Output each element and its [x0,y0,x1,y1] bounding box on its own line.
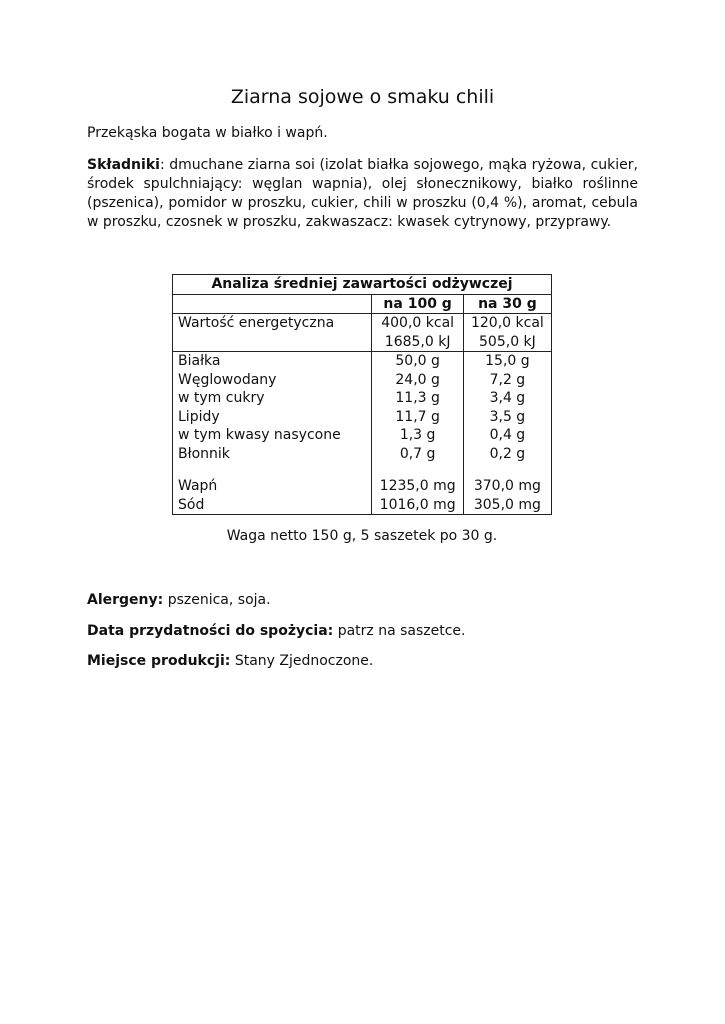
energy-per30 [463,314,551,352]
nutrition-column-header-row [173,294,552,314]
spacer [469,463,546,477]
spacer [178,463,366,477]
nutrient-values-100g [372,352,463,515]
best-before-line [87,622,638,641]
ingredients-text: : dmuchane ziarna soi (izolat białka sojowego, mąka ryżowa, cukier, środek spulchniający: węglan wapnia), olej słonecznikowy, białko roślinne (pszenica), pomidor w proszku, cukier, chili w proszku (0,4 %), aromat, cebula w proszku, czosnek w proszku, zakwaszacz: kwasek cytrynowy, przyprawy. [87,157,638,230]
nutrients-row [173,352,552,515]
energy-row [173,314,552,352]
nutrient-label-sugars: w tym cukry [178,390,265,406]
energy-per100-kcal: 400,0 kcal [381,315,455,331]
allergens-label: Alergeny: [87,592,164,608]
spacer [377,463,457,477]
energy-label: Wartość energetyczna [173,314,372,352]
best-before-value: patrz na saszetce. [333,623,466,639]
fat-per100: 11,7 g [395,408,440,425]
document-title: Ziarna sojowe o smaku chili [230,86,495,108]
nutrient-label-protein: Białka [178,353,221,369]
protein-per100: 50,0 g [395,353,440,369]
nutrient-label-carbs: Węglowodany [178,371,277,388]
fiber-per100: 0,7 g [399,445,436,462]
sodium-per100: 1016,0 mg [379,496,456,513]
origin-value: Stany Zjednoczone. [230,653,374,669]
nutrient-values-30g [463,352,551,515]
energy-per30-kj: 505,0 kJ [479,333,536,350]
fiber-per30: 0,2 g [489,445,526,462]
empty-header-cell [173,294,372,314]
nutrient-label-sodium: Sód [178,496,205,513]
net-weight-note: Waga netto 150 g, 5 saszetek po 30 g. [226,528,498,544]
origin-label: Miejsce produkcji: [87,653,231,669]
nutrient-label-fat: Lipidy [178,408,220,425]
nutrient-labels [173,352,372,515]
energy-per100 [372,314,463,352]
carbs-per100: 24,0 g [395,371,440,388]
saturated-per30: 0,4 g [489,427,526,443]
sodium-per30: 305,0 mg [473,496,541,513]
sugars-per100: 11,3 g [395,390,440,406]
nutrition-heading-row [173,275,552,295]
nutrition-table [172,274,552,515]
allergens-value: pszenica, soja. [163,592,271,608]
nutrient-label-saturated: w tym kwasy nasycone [178,427,341,443]
column-header-100g: na 100 g [372,294,463,314]
calcium-per100: 1235,0 mg [379,478,456,494]
origin-line [87,652,638,671]
calcium-per30: 370,0 mg [473,478,541,494]
column-header-30g: na 30 g [463,294,551,314]
sugars-per30: 3,4 g [489,390,526,406]
energy-per100-kj: 1685,0 kJ [384,333,451,350]
nutrient-label-fiber: Błonnik [178,445,230,462]
intro-text: Przekąska bogata w białko i wapń. [87,125,328,141]
ingredients-paragraph [87,156,638,232]
fat-per30: 3,5 g [489,408,526,425]
best-before-label: Data przydatności do spożycia: [87,623,334,639]
carbs-per30: 7,2 g [489,371,526,388]
energy-per30-kcal: 120,0 kcal [470,315,544,331]
protein-per30: 15,0 g [485,353,530,369]
ingredients-label: Składniki [87,157,160,173]
nutrient-label-calcium: Wapń [178,478,218,494]
nutrition-heading: Analiza średniej zawartości odżywczej [173,275,552,295]
allergens-line [87,591,638,610]
saturated-per100: 1,3 g [399,427,436,443]
